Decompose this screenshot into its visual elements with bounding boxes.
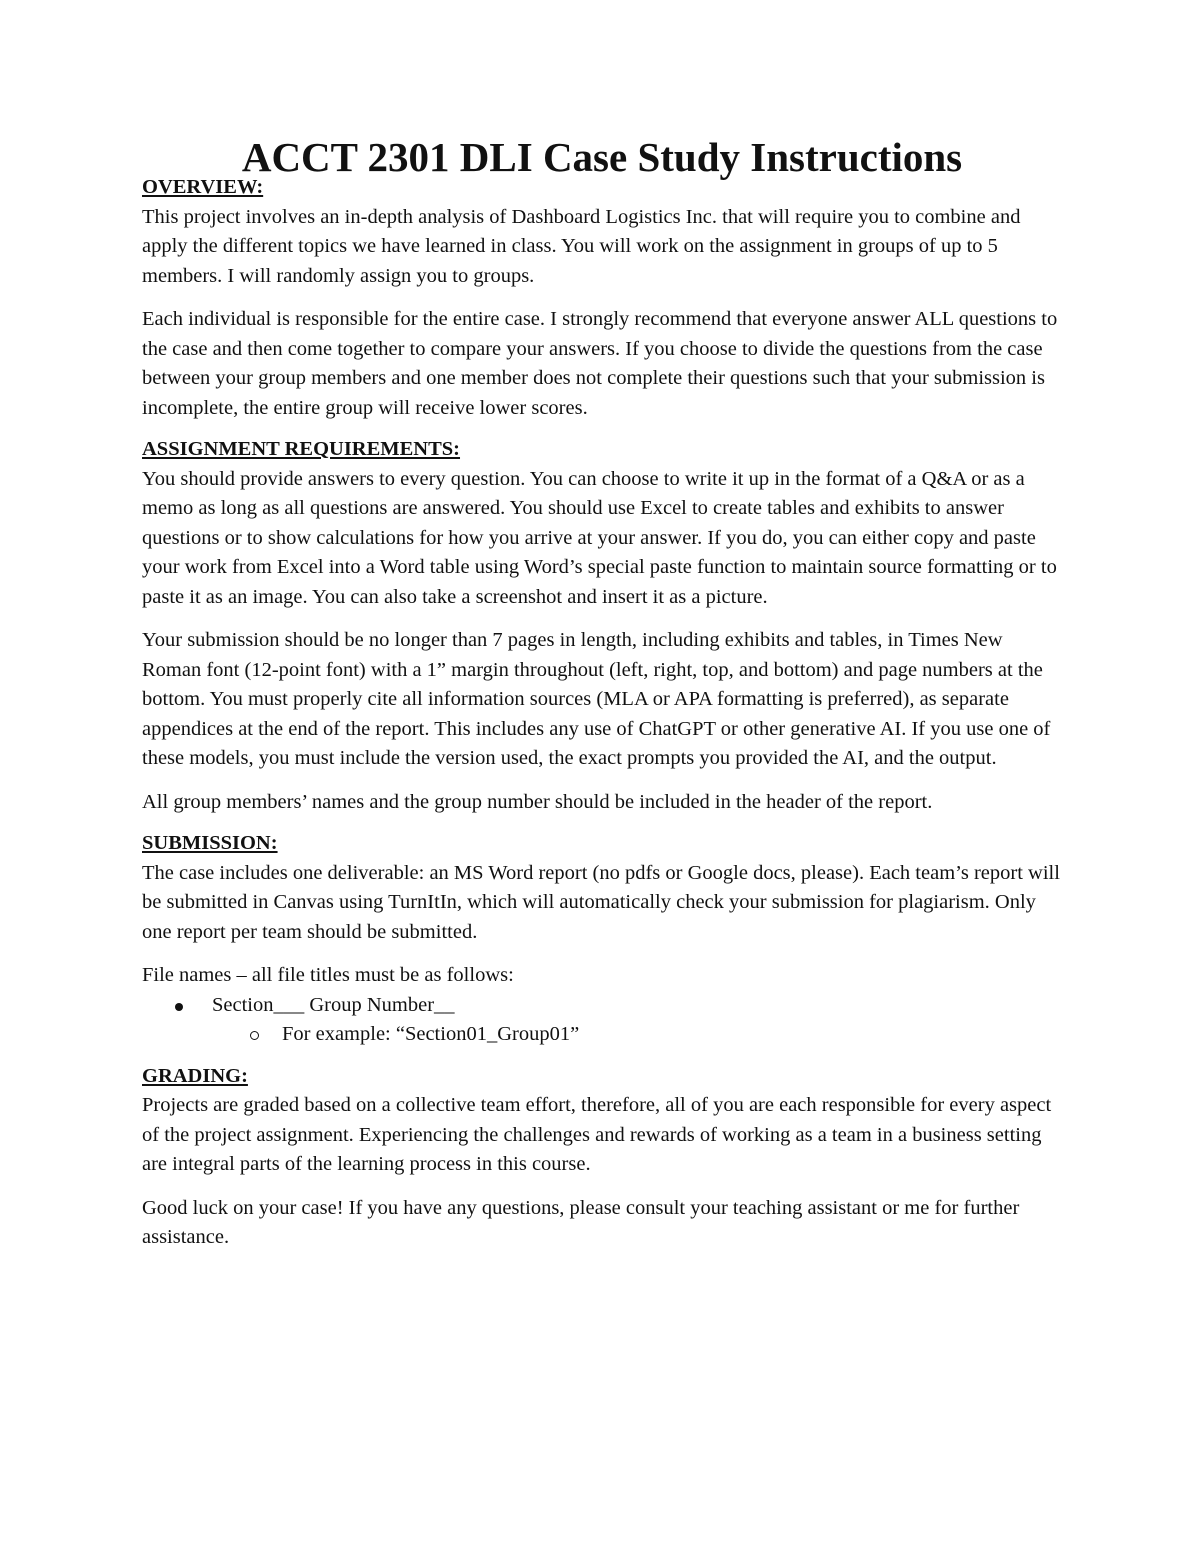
document-title: ACCT 2301 DLI Case Study Instructions — [241, 134, 963, 180]
grading-paragraph: Good luck on your case! If you have any questions, please consult your teaching assistant or me for further assistance. — [142, 1196, 1020, 1248]
list-item — [142, 991, 1062, 1050]
overview-heading: OVERVIEW: — [142, 176, 264, 198]
bullet-text: Section___ Group Number__ — [212, 993, 455, 1016]
grading-paragraph: Projects are graded based on a collective team effort, therefore, all of you are each responsible for every aspect of the project assignment. Experiencing the challenges and rewards of working as a team in a business setting are integral parts of the learning process in this course. — [142, 1094, 1052, 1175]
requirements-section — [142, 435, 1062, 817]
submission-paragraph: The case includes one deliverable: an MS Word report (no pdfs or Google docs, please). Each team’s report will be submitted in Canvas using TurnItIn, which will automatically check your submission for plagiarism. Only one report per team should be submitted. — [142, 861, 1060, 943]
document-page — [142, 134, 1062, 1267]
requirements-paragraph: All group members’ names and the group number should be included in the header of the report. — [142, 790, 933, 813]
list-item — [212, 1020, 1062, 1050]
overview-paragraph: This project involves an in-depth analysis of Dashboard Logistics Inc. that will require you to combine and apply the different topics we have learned in class. You will work on the assignment in groups of up to 5 members. I will randomly assign you to groups. — [142, 205, 1021, 287]
requirements-heading: ASSIGNMENT REQUIREMENTS: — [142, 438, 461, 460]
sub-bullet-text: For example: “Section01_Group01” — [282, 1023, 580, 1045]
file-name-list — [142, 991, 1062, 1050]
grading-heading: GRADING: — [142, 1064, 248, 1087]
bullet-icon — [175, 1003, 183, 1011]
file-name-sublist — [212, 1020, 1062, 1050]
submission-paragraph: File names – all file titles must be as follows: — [142, 964, 514, 986]
requirements-paragraph: You should provide answers to every question. You can choose to write it up in the format of a Q&A or as a memo as long as all questions are answered. You should use Excel to create tables and exhibits to answer questions or to show calculations for how you arrive at your answer. If you do, you can either copy and paste your work from Excel into a Word table using Word’s special paste function to maintain source formatting or to paste it as an image. You can also take a screenshot and insert it as a picture. — [142, 467, 1057, 608]
submission-heading: SUBMISSION: — [142, 832, 278, 854]
overview-section — [142, 173, 1062, 423]
overview-paragraph: Each individual is responsible for the entire case. I strongly recommend that everyone answer ALL questions to the case and then come together to compare your answers. If you choose to divide the questions from the case between your group members and one member does not complete their questions such that your submission is incomplete, the entire group will receive lower scores. — [142, 308, 1058, 419]
requirements-paragraph: Your submission should be no longer than 7 pages in length, including exhibits and tables, in Times New Roman font (12-point font) with a 1” margin throughout (left, right, top, and bottom) and page numbers at the bottom. You must properly cite all information sources (MLA or APA formatting is preferred), as separate appendices at the end of the report. This includes any use of ChatGPT or other generative AI. If you use one of these models, you must include the version used, the exact prompts you provided the AI, and the output. — [142, 629, 1051, 769]
submission-section — [142, 829, 1062, 1050]
hollow-bullet-icon — [250, 1031, 259, 1040]
grading-section — [142, 1062, 1062, 1253]
